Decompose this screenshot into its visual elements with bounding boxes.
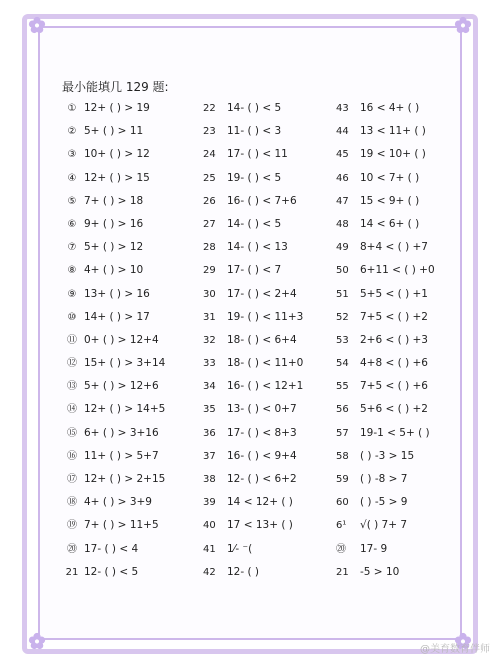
problem-expression: 13- ( ) < 0+7 [227, 403, 297, 416]
problem-row [60, 259, 190, 282]
problem-number: 28 [203, 242, 216, 254]
problem-number: ⑫ [67, 358, 77, 370]
problem-column-1 [60, 97, 190, 584]
problem-number: 50 [336, 265, 349, 277]
problem-expression: 5+5 < ( ) +1 [360, 287, 428, 300]
problem-row [336, 445, 471, 468]
problem-row [60, 213, 190, 236]
problem-row [60, 236, 190, 259]
problem-row [203, 514, 333, 537]
problem-number: ⑩ [67, 311, 77, 323]
problem-number: 31 [203, 311, 216, 323]
problem-expression: 1⁄- ⁻( [227, 542, 253, 555]
problem-number: 53 [336, 334, 349, 346]
problem-number: 41 [203, 543, 216, 555]
problem-number: 52 [336, 311, 349, 323]
problem-row [203, 306, 333, 329]
problem-number: ⑲ [67, 520, 77, 532]
problem-expression: 15 < 9+ ( ) [360, 194, 420, 207]
problem-row [203, 329, 333, 352]
problem-row [203, 398, 333, 421]
problem-expression: 16 < 4+ ( ) [360, 102, 420, 114]
problem-row [203, 236, 333, 259]
problem-expression: 16- ( ) < 7+6 [227, 194, 297, 207]
problem-row [60, 167, 190, 190]
problem-row [203, 283, 333, 306]
problem-number: 33 [203, 358, 216, 370]
problem-row [60, 306, 190, 329]
problem-expression: 14- ( ) < 5 [227, 217, 282, 230]
problem-row [60, 422, 190, 445]
problem-number: 49 [336, 242, 349, 254]
problem-row [336, 213, 471, 236]
problem-expression: 12+ ( ) > 19 [84, 102, 150, 114]
problem-row [60, 97, 190, 120]
problem-row [60, 538, 190, 561]
problem-number: 35 [203, 404, 216, 416]
problem-number: 59 [336, 474, 349, 485]
problem-expression: 8+4 < ( ) +7 [360, 241, 428, 254]
problem-row [203, 259, 333, 282]
problem-expression: 17- ( ) < 8+3 [227, 426, 297, 439]
problem-row [60, 120, 190, 143]
problem-row [60, 468, 190, 491]
problem-number: ⑧ [67, 265, 77, 277]
problem-row [203, 97, 333, 120]
problem-number: ⑨ [67, 288, 77, 300]
problem-row [336, 306, 471, 329]
problem-number: 23 [203, 126, 216, 138]
problem-row [336, 259, 471, 282]
problem-expression: ( ) -3 > 15 [360, 449, 415, 462]
problem-number: 39 [203, 497, 216, 509]
problem-number: 27 [203, 218, 216, 230]
problem-row [336, 514, 471, 537]
problem-number: 58 [336, 450, 349, 462]
problem-expression: 19- ( ) < 5 [227, 171, 282, 184]
problem-number: 57 [336, 427, 349, 439]
flower-icon [28, 632, 46, 650]
problem-number: 43 [336, 103, 349, 114]
problem-expression: √( ) 7+ 7 [360, 519, 408, 532]
problem-number: 29 [203, 265, 216, 277]
problem-expression: 7+ ( ) > 11+5 [84, 519, 159, 532]
problem-expression: 12- ( ) < 5 [84, 565, 139, 578]
problem-number: 56 [336, 404, 349, 416]
problem-number: ⑳ [67, 543, 77, 555]
problem-number: 34 [203, 381, 216, 393]
problem-row [336, 329, 471, 352]
problem-number: 37 [203, 450, 216, 462]
problem-row [336, 468, 471, 491]
problem-expression: 11+ ( ) > 5+7 [84, 449, 159, 462]
problem-number: ⑰ [67, 474, 77, 485]
problem-number: ⑥ [67, 218, 77, 230]
problem-expression: 5+6 < ( ) +2 [360, 403, 428, 416]
flower-icon [454, 16, 472, 34]
problem-expression: 19-1 < 5+ ( ) [360, 426, 430, 439]
problem-expression: 14+ ( ) > 17 [84, 310, 150, 323]
problem-number: ⑯ [67, 450, 77, 462]
problem-number: ③ [67, 149, 77, 161]
problem-row [203, 561, 333, 584]
problem-expression: 13 < 11+ ( ) [360, 125, 426, 138]
problem-expression: 5+ ( ) > 12+6 [84, 380, 159, 393]
problem-number: 24 [203, 149, 216, 161]
problem-row [60, 561, 190, 584]
problem-expression: 19- ( ) < 11+3 [227, 310, 304, 323]
problem-number: ⑪ [67, 334, 77, 346]
problem-row [60, 283, 190, 306]
problem-row [336, 120, 471, 143]
problem-expression: 7+ ( ) > 18 [84, 194, 144, 207]
problem-expression: 14- ( ) < 5 [227, 102, 282, 114]
problem-expression: 18- ( ) < 11+0 [227, 357, 304, 370]
problem-row [203, 491, 333, 514]
problem-number: 55 [336, 381, 349, 393]
problem-row [60, 514, 190, 537]
problem-number: ① [67, 103, 77, 114]
problem-row [203, 352, 333, 375]
problem-expression: 17- ( ) < 7 [227, 264, 282, 277]
problem-expression: 7+5 < ( ) +2 [360, 310, 428, 323]
problem-number: 26 [203, 195, 216, 207]
problem-row [336, 491, 471, 514]
problem-row [336, 143, 471, 166]
problem-row [60, 375, 190, 398]
problem-number: 42 [203, 566, 216, 578]
problem-row [203, 375, 333, 398]
problem-expression: 17- ( ) < 2+4 [227, 287, 297, 300]
problem-number: ⑳ [336, 543, 346, 555]
problem-expression: 15+ ( ) > 3+14 [84, 357, 166, 370]
problem-number: ⑱ [67, 497, 77, 509]
problem-row [60, 329, 190, 352]
problem-expression: 0+ ( ) > 12+4 [84, 333, 159, 346]
problem-row [336, 422, 471, 445]
problem-expression: 4+8 < ( ) +6 [360, 357, 428, 370]
problem-expression: 16- ( ) < 9+4 [227, 449, 297, 462]
problem-number: 25 [203, 172, 216, 184]
problem-row [203, 422, 333, 445]
problem-number: ④ [67, 172, 77, 184]
problem-number: 36 [203, 427, 216, 439]
problem-expression: 7+5 < ( ) +6 [360, 380, 428, 393]
problem-expression: ( ) -8 > 7 [360, 473, 408, 485]
problem-number: ② [67, 126, 77, 138]
problem-row [203, 468, 333, 491]
problem-row [336, 352, 471, 375]
problem-row [60, 352, 190, 375]
problem-column-3 [336, 97, 471, 584]
problem-expression: 12+ ( ) > 2+15 [84, 473, 166, 485]
problem-number: 46 [336, 172, 349, 184]
problem-row [60, 491, 190, 514]
problem-row [336, 561, 471, 584]
problem-row [203, 190, 333, 213]
problem-number: 38 [203, 474, 216, 485]
problem-expression: 19 < 10+ ( ) [360, 148, 426, 161]
problem-number: 60 [336, 497, 349, 509]
problem-row [60, 143, 190, 166]
problem-row [336, 398, 471, 421]
flower-icon [28, 16, 46, 34]
problem-expression: 12+ ( ) > 15 [84, 171, 150, 184]
worksheet-title: 最小能填几 129 题: [62, 80, 169, 94]
problem-expression: 12- ( ) < 6+2 [227, 473, 297, 485]
problem-expression: 17 < 13+ ( ) [227, 519, 293, 532]
problem-row [203, 143, 333, 166]
problem-row [60, 445, 190, 468]
problem-row [203, 445, 333, 468]
problem-expression: 10 < 7+ ( ) [360, 171, 420, 184]
problem-row [203, 538, 333, 561]
problem-expression: 6+11 < ( ) +0 [360, 264, 435, 277]
problem-expression: 17- 9 [360, 542, 388, 555]
problem-expression: 5+ ( ) > 12 [84, 241, 144, 254]
problem-number: 32 [203, 334, 216, 346]
problem-number: ⑦ [67, 242, 77, 254]
problem-row [336, 538, 471, 561]
problem-row [203, 213, 333, 236]
problem-expression: 14 < 6+ ( ) [360, 217, 420, 230]
problem-row [336, 375, 471, 398]
problem-number: 21 [65, 566, 79, 578]
problem-expression: 18- ( ) < 6+4 [227, 333, 297, 346]
problem-expression: 5+ ( ) > 11 [84, 125, 144, 138]
problem-number: 47 [336, 195, 349, 207]
problem-row [336, 283, 471, 306]
problem-expression: 9+ ( ) > 16 [84, 217, 144, 230]
watermark: @美育数育伴师 [420, 644, 490, 655]
problem-expression: 2+6 < ( ) +3 [360, 333, 428, 346]
problem-row [336, 167, 471, 190]
problem-row [203, 167, 333, 190]
problem-expression: 17- ( ) < 11 [227, 148, 288, 161]
problem-number: 22 [203, 103, 216, 114]
problem-number: ⑤ [67, 195, 77, 207]
problem-column-2 [203, 97, 333, 584]
problem-number: ⑮ [67, 427, 77, 439]
problem-expression: 17- ( ) < 4 [84, 542, 139, 555]
problem-number: 48 [336, 218, 349, 230]
problem-row [203, 120, 333, 143]
problem-expression: ( ) -5 > 9 [360, 496, 408, 509]
problem-number: ⑬ [67, 381, 77, 393]
problem-expression: 13+ ( ) > 16 [84, 287, 150, 300]
problem-expression: 12+ ( ) > 14+5 [84, 403, 166, 416]
problem-expression: 4+ ( ) > 3+9 [84, 496, 152, 509]
problem-expression: 14 < 12+ ( ) [227, 496, 293, 509]
problem-row [336, 236, 471, 259]
problem-expression: 10+ ( ) > 12 [84, 148, 150, 161]
problem-number: ⑭ [67, 404, 77, 416]
problem-expression: 11- ( ) < 3 [227, 125, 282, 138]
problem-row [60, 190, 190, 213]
problem-number: 45 [336, 149, 349, 161]
problem-number: 6¹ [336, 520, 347, 532]
problem-row [336, 97, 471, 120]
problem-expression: 4+ ( ) > 10 [84, 264, 144, 277]
problem-expression: -5 > 10 [360, 565, 400, 578]
problem-number: 40 [203, 520, 216, 532]
problem-number: 51 [336, 288, 349, 300]
problem-expression: 12- ( ) [227, 565, 260, 578]
problem-number: 44 [336, 126, 349, 138]
problem-number: 21 [336, 566, 349, 578]
problem-row [60, 398, 190, 421]
problem-expression: 6+ ( ) > 3+16 [84, 426, 159, 439]
problem-row [336, 190, 471, 213]
problem-expression: 16- ( ) < 12+1 [227, 380, 304, 393]
problem-expression: 14- ( ) < 13 [227, 241, 288, 254]
problem-number: 30 [203, 288, 216, 300]
problem-number: 54 [336, 358, 349, 370]
